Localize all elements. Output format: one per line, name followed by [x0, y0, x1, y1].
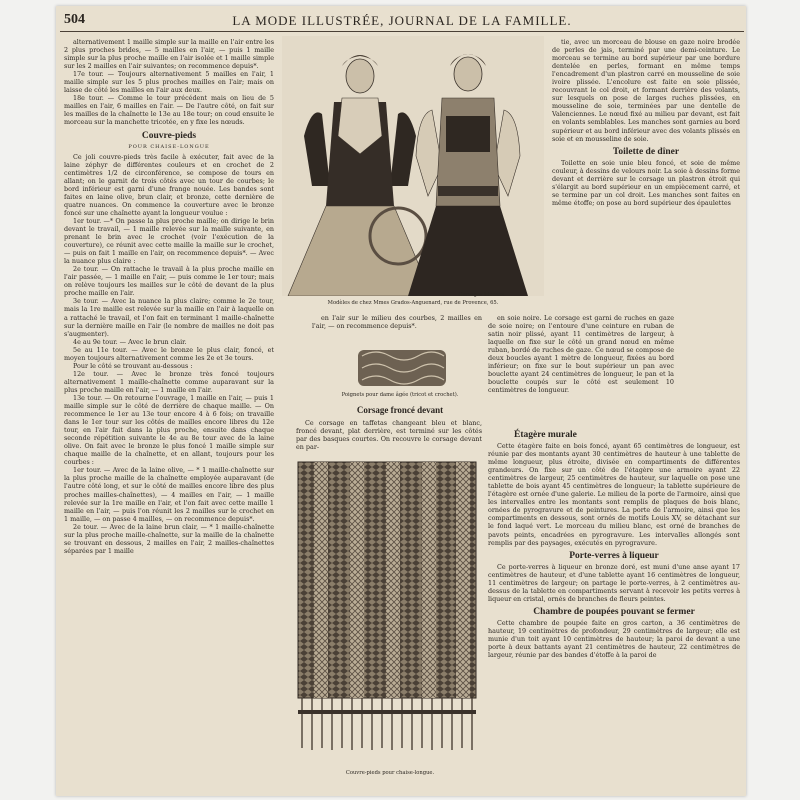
- paragraph: 4e au 9e tour. — Avec le brun clair.: [73, 337, 187, 346]
- paragraph: 17e tour. — Toujours alternativement 5 mailles en l'air, 1 maille simple sur les 5 plus proches mailles en l'air; mais on laisse de côté les mailles en l'air aux deux.: [64, 70, 274, 95]
- paragraph: Cette chambre de poupée faite en gros carton, a 36 centimètres de hauteur, 19 centimètres de profondeur, 29 centimètres de largeur; elle est munie d'un toit ayant 10 centimètres de hauteur; la paroi de devant a une porte à deux battants ayant 21 centimètres de hauteur, 22 centimètres de largeur, réunie par des bandes d'étoffe à la paroi de: [488, 618, 740, 660]
- header-rule: [60, 31, 744, 32]
- left-column: [64, 38, 274, 790]
- paragraph: tie, avec un morceau de blouse en gaze noire brodée de perles de jais, terminé par une demi-ceinture. Le morceau se termine au bord supérieur par une bordure dentelée en perles, formant en même temps l'encadrement d'un plastron carré en mousseline de soie ivoire plissée. L'encolure est faite en soie plissée, recouvrant le col droit, et formant derrière des volants, sur lesquels on pose de larges ruches plissées, en mousseline de soie, terminées par une dentelle de Valenciennes. Le nœud fixé au milieu par devant, est fait en volants semblables. Les manches sont garnies au bord supérieur et au bord inférieur avec des volants plissés en soie et en mousseline de soie.: [552, 38, 740, 143]
- paragraph: en l'air sur le milieu des courbes, 2 mailles en l'air, — on recommence depuis*.: [312, 314, 482, 331]
- paragraph: 18e tour. — Comme le tour précédent mais on lieu de 5 mailles en l'air, 6 mailles en l'air. — De l'autre côté, on fait sur les mailles de la chaînette le 13e au 18e tour; on coud ensuite le morceau sur la manchette tricotée, en y fixe les nœuds.: [64, 94, 274, 127]
- paragraph: Pour le côté se trouvant au-dessous :: [73, 361, 193, 370]
- right-column-top: [552, 38, 740, 314]
- paragraph: 1er tour. — Avec de la laine olive, — * 1 maille-chaînette sur la plus proche maille de la chaînette employée auparavant (de l'autre côté long, et sur le côté de mailles encore libre des plus proches mailles-chaînettes), — 4 mailles en l'air, — 1 maille relevée sur la 1re maille en l'air, et l'on fait avec cette maille 1 maille en l'air, — puis l'on réunit les 2 mailles sur le crochet en 1 maille, — on passe 4 mailles, — on recommence depuis*.: [64, 466, 274, 523]
- paragraph: 1er tour. —* On passe la plus proche maille; on dirige le brin devant le travail, — 1 maille relevée sur la maille suivante, en prenant le brin avec le crochet (voir l'exécution de la couverture), ce réunit avec cette maille la maille sur le crochet, — puis on fait 1 maille en l'air, on recommence depuis*. — Avec la nuance plus claire :: [64, 216, 274, 266]
- paragraph: 12e tour. — Avec le bronze très foncé toujours alternativement 1 maille-chaînette comme auparavant sur la plus proche maille en l'air, — 1 maille en l'air.: [64, 369, 274, 394]
- section-title-couvre-pieds: Couvre-pieds: [141, 130, 197, 141]
- coverlet-caption: Couvre-pieds pour chaise-longue.: [345, 770, 435, 776]
- right-column-lower: [488, 426, 740, 790]
- paragraph: 3e tour. — Avec la nuance la plus claire; comme le 2e tour, mais la 1re maille est relevée sur la maille en l'air à laquelle on a rattaché le travail, et l'on fait en terminant 1 maille-chaînette sur la dernière maille en l'air (le nombre de mailles ne doit pas s'augmenter).: [64, 297, 274, 338]
- cuff-illustration: [356, 346, 448, 390]
- journal-title: LA MODE ILLUSTRÉE, JOURNAL DE LA FAMILLE.: [232, 13, 572, 28]
- paragraph: Cette étagère faite en bois foncé, ayant 65 centimètres de longueur, est réunie par des montants ayant 30 centimètres de hauteur à une tablette de même longueur, plus étroite, divisée en compartiments de différentes grandeurs. On fixe sur un côté de l'étagère une armoire ayant 22 centimètres de largeur, 25 centimètres de hauteur, sur laquelle on pose une tablette de bois ayant 45 centimètres de longueur; la tablette supérieure de l'étagère est ornée d'une galerie. Le milieu de la porte de l'armoire, ainsi que les intervalles entre les montants sont remplis de plaques de bois blanc, ornées de pyrogravure et de peintures. La porte de l'armoire, ainsi que les compartiments en dessous, sont ornés de motifs Louis XV, se détachant sur le fond laqué vert. Le morceau du milieu blanc, est orné de branches de pavots peints, encadrées en pyrogravure. Les intervalles allongés sont remplis par des paysages, exécutés en pyrogravure.: [488, 442, 740, 547]
- section-title-toilette: Toilette de dîner: [612, 146, 680, 157]
- gowns-caption-credit: Modèles de chez Mmes Grados-Anguenard, rue de Provence, 65.: [327, 300, 499, 306]
- paragraph: Ce joli couvre-pieds très facile à exécuter, fait avec de la laine zéphyr de différentes couleurs et en crochet de 2 centimètres 1/2 de circonférence, se compose de tours en allant; on le garnit de trois côtés avec un tour de courbes; le bord inférieur est garni d'une frange nouée. Les bandes sont faites en laine olive, brun clair, et bronze, cette dernière de quatre nuances. On commence la couverture avec le bronze foncé sur une chaînette ayant la longueur voulue :: [64, 152, 274, 217]
- paragraph: alternativement 1 maille simple sur la maille en l'air entre les 2 plus proches brides, — 5 mailles en l'air, — puis 1 maille simple sur la plus proche maille en l'air isolée et 1 maille simple sur les 2 mailles en l'air suivantes; on recommence depuis*.: [64, 38, 274, 71]
- middle-left-fragment: [312, 314, 482, 334]
- corsage-paragraph: [296, 419, 482, 453]
- page-number: 504: [64, 12, 85, 27]
- section-title-etagere: Étagère murale: [514, 430, 577, 440]
- paragraph: Ce porte-verres à liqueur en bronze doré, est muni d'une anse ayant 17 centimètres de hauteur, et d'une tablette ayant 16 centimètres de longueur, 11 centimètres de largeur; on partage le porte-verres, à 2 centimètres au-dessus de la tablette en compartiments servant à recevoir les petits verres à liqueur en cristal, ornés de branches de fleurs peintes.: [488, 562, 740, 603]
- cuff-engraving: [356, 346, 448, 390]
- gowns-illustration: [282, 36, 544, 296]
- gowns-engraving: [282, 36, 544, 296]
- paragraph: 5e au 11e tour. — Avec le bronze le plus clair, foncé, et moyen toujours alternativement comme les 2e et 3e tours.: [64, 345, 274, 362]
- middle-right-fragment: [488, 314, 674, 424]
- coverlet-illustration: [292, 458, 482, 758]
- paragraph: Toilette en soie unie bleu foncé, et soie de même couleur, à dessins de velours noir. La soie à dessins forme devant et derrière sur le corsage un plastron étroit qui s'élargit au bord supérieur en un empiècement carré, et se termine par un col droit. Les manches sont faites en même étoffe; on pose au bord supérieur des épaulettes: [552, 158, 740, 207]
- paragraph: en soie noire. Le corsage est garni de ruches en gaze de soie noire; on l'entoure d'une ceinture en ruban de satin noir plissé, ayant 11 centimètres de largeur, à laquelle on fixe sur le côté un grand nœud en même ruban, bordé de ruches de gaze. Ce nœud se compose de deux boucles ayant 1 mètre de longueur, fixées au bord inférieur; on fixe sur le bout supérieur un pan avec bouclette ayant 24 centimètres de longueur, le pan et la bouclette coupés sur le côté est seulement 10 centimètres de longueur.: [488, 314, 674, 395]
- paragraph: Ce corsage en taffetas changeant bleu et blanc, froncé devant, plat derrière, est terminé sur les côtés par des basques courtes. On recouvre le corsage devant en par-: [296, 419, 482, 452]
- paragraph: 2e tour. — Avec de la laine brun clair, — * 1 maille-chaînette sur la plus proche maille-chaînette, sur la maille de la chaînette se trouvant en dessous, 2 mailles en l'air, 2 mailles-chaînettes séparées par 1 maille: [64, 522, 274, 555]
- section-title-chambre-poupees: Chambre de poupées pouvant se fermer: [533, 606, 695, 617]
- section-title-porte-verres: Porte-verres à liqueur: [569, 550, 659, 561]
- coverlet-engraving: [292, 458, 482, 758]
- paragraph: 2e tour. — On rattache le travail à la plus proche maille en l'air passée, — 1 maille en l'air, — puis comme le 1er tour; mais on relève toujours les mailles sur le côté de devant de la plus proche maille en l'air.: [64, 265, 274, 298]
- section-title-corsage: Corsage froncé devant: [356, 405, 444, 415]
- paragraph: 13e tour. — On retourne l'ouvrage, 1 maille en l'air, — puis 1 maille simple sur le côté de derrière de chaque maille. — On recommence le 1er au 13e tour encore 4 à 6 fois; on travaille dans le 1er tour sur les côtés de mailles encore libres du 12e tour, en l'air fait dans la plus proche, ensuite dans chaque seconde répétition suivante le 4e au 8e tour avec de la laine olive. On fait avec le bronze le plus foncé 1 maille simple sur chaque maille de la chaînette, et en allant, toujours pour les courbes :: [64, 393, 274, 467]
- gowns-caption-title: Corsages blouses.: [458, 292, 506, 298]
- running-header: [60, 10, 744, 30]
- section-subtitle: POUR CHAISE-LONGUE: [128, 143, 210, 150]
- cuff-caption: Poignets pour dame âgée (tricot et crochet).: [341, 392, 459, 398]
